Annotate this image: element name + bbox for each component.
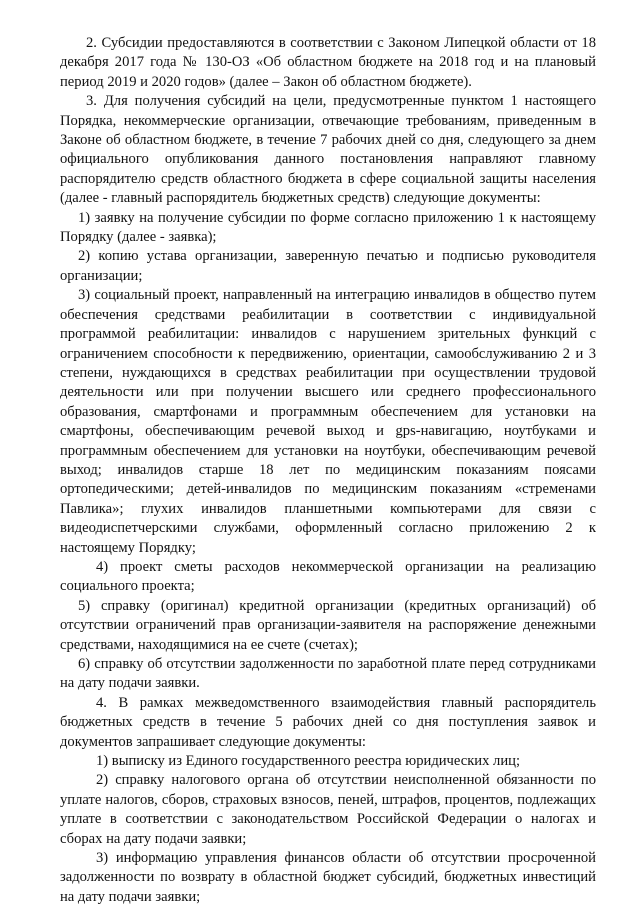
paragraph-2-subsidies-basis: 2. Субсидии предоставляются в соответствии с Законом Липецкой области от 18 декабря 2017 года № 130-ОЗ «Об областном бюджете на 2018 год и на плановый период 2019 и 2020 годов» (далее – Закон об областном бюджете). [60,35,596,90]
list-item-charter-copy: 2) копию устава организации, заверенную печатью и подписью руководителя организации; [60,248,596,284]
list-item-registry-extract: 1) выписку из Единого государственного реестра юридических лиц; [96,753,521,770]
list-item-finance-info: 3) информацию управления финансов области об отсутствии просроченной задолженности по возврату в областной бюджет субсидий, бюджетных инвестиций на дату подачи заявки; [60,850,596,905]
paragraph-3-required-documents: 3. Для получения субсидий на цели, предусмотренные пунктом 1 настоящего Порядка, некоммерческие организации, отвечающие требованиям, приведенным в Законе об областном бюджете, в течение 7 рабочих дней со дня, следующего за днем официального опубликования данного постановления направляют главному распорядителю средств областного бюджета в сфере социальной защиты населения (далее - главный распорядитель бюджетных средств) следующие документы: [60,93,596,207]
paragraph-4-interagency-request: 4. В рамках межведомственного взаимодействия главный распорядитель бюджетных средств в течение 5 рабочих дней со дня поступления заявок и документов запрашивает следующие документы: [60,694,596,750]
list-item-cost-estimate: 4) проект сметы расходов некоммерческой организации на реализацию социального проекта; [60,558,596,595]
list-item-bank-certificate: 5) справку (оригинал) кредитной организации (кредитных организаций) об отсутствии ограничений прав организации-заявителя на распоряжение денежными средствами, находящимися на ее счете (счетах); [60,597,596,653]
list-item-salary-certificate: 6) справку об отсутствии задолженности по заработной плате перед сотрудниками на дату подачи заявки. [60,656,596,692]
list-item-tax-certificate: 2) справку налогового органа об отсутствии неисполненной обязанности по уплате налогов, сборов, страховых взносов, пеней, штрафов, процентов, подлежащих уплате в соответствии с законодательством Российской Федерации о налогах и сборах на дату подачи заявки; [60,772,596,847]
list-item-application: 1) заявку на получение субсидии по форме согласно приложению 1 к настоящему Порядку (далее - заявка); [60,209,596,246]
document-body [60,34,596,907]
list-item-social-project: 3) социальный проект, направленный на интеграцию инвалидов в общество путем обеспечения средствами реабилитации в соответствии с индивидуальной программой реабилитации: инвалидов с нарушением зрительных функций с ограничением способности к передвижению, ориентации, самообслуживанию 2 и 3 степени, нуждающихся в средствах реабилитации при осуществлении трудовой деятельности или при получении высшего или среднего профессионального образования, смартфонами и программным обеспечением для установки на смартфоны, обеспечивающим речевой выход и gps-навигацию, ноутбуками и программным обеспечением для установки на ноутбуки, обеспечивающим речевой выход; инвалидов старше 18 лет по медицинским показаниям поясами ортопедическими; детей-инвалидов по медицинским показаниям «стременами Павлика»; глухих инвалидов планшетными компьютерами для связи с видеодиспетчерскими службами, оформленный согласно приложению 2 к настоящему Порядку; [60,287,596,556]
